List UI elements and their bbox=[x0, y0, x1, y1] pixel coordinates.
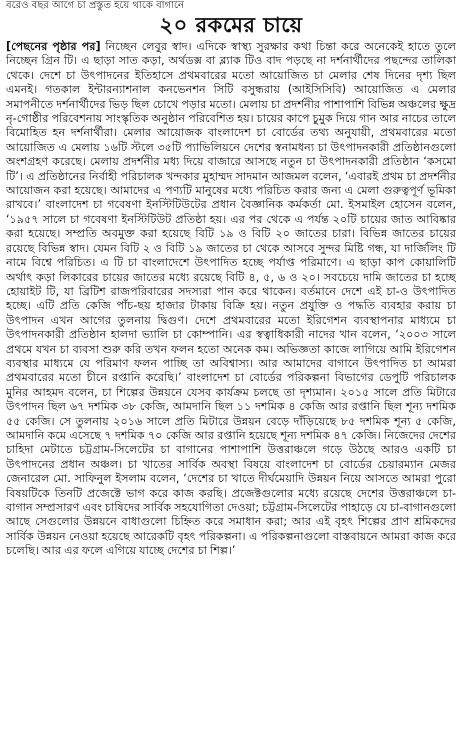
article-headline: ২০ রকমের চায়ে bbox=[159, 13, 303, 37]
article-paragraph bbox=[6, 40, 456, 559]
article-paragraph-text: নিচ্ছেন লেবুর স্বাদ। এদিকে স্বাস্থ্য সুরক্ষার কথা চিন্তা করে অনেকেই হাতে তুলে নিচ্ছেন গ্রিন টি। এ ছাড়া সাত কড়া, অর্থডক্স বা ব্ল্যাক টিও বাদ পড়ছে না দর্শনার্থীদের পছন্দের তালিকা থেকে। দেশে চা উৎপাদনের ইতিহাসে প্রথমবারের মতো আয়োজিত চা মেলার শেষ দিনের দৃশ্য ছিল এমনই। গতকাল ইন্টারন্যাশনাল কনভেনশন সিটি বসুন্ধরায় (আইসিসিবি) আয়োজিত এ মেলার সমাপনীতে দর্শনার্থীদের ভিড় ছিল চোখে পড়ার মতো। মেলায় চা প্রদর্শনীর পাশাপাশি বিভিন্ন অঞ্চলের ক্ষুদ্র নৃ-গোষ্ঠীর পরিবেশনায় সাংস্কৃতিক অনুষ্ঠান পরিবেশিত হয়। চায়ের কাপে চুমুক দিয়ে গান আর নাচের তালে বিমোহিত হন দর্শনার্থীরা। মেলার আয়োজক বাংলাদেশ চা বোর্ডের তথ্য অনুযায়ী, প্রথমবারের মতো আয়োজিত এ মেলায় ১৬টি স্টলে ৩৫টি প্যাভিলিয়নে দেশের স্বনামধন্য চা উৎপাদনকারী প্রতিষ্ঠানগুলো অংশগ্রহণ করেছে। মেলায় প্রদর্শনীর মধ্য দিয়ে বাজারে আসছে নতুন চা উৎপাদনকারী প্রতিষ্ঠান ‘কসমো টি’। এ প্রতিষ্ঠানের নির্বাহী পরিচালক খন্দকার মুহাম্মদ সাদমান আজমল বলেন, ‘এবারই প্রথম চা প্রদর্শনীর আয়োজন করা হয়েছে। আমাদের এ পণ্যটি মানুষের মধ্যে পরিচিত করার জন্য এ মেলা গুরুত্বপূর্ণ ভূমিকা রাখবে।’ বাংলাদেশ চা গবেষণা ইনস্টিটিউটের প্রধান বৈজ্ঞানিক কর্মকর্তা মো. ইসমাইল হোসেন বলেন, ‘১৯৫৭ সালে চা গবেষণা ইনস্টিটিউট প্রতিষ্ঠা হয়। এর পর থেকে এ পর্যন্ত ২০টি চায়ের জাত আবিষ্কার করা হয়েছে। সম্প্রতি অবমুক্ত করা হয়েছে বিটি ১৯ ও বিটি ২০ জাতের চারা। বিভিন্ন জাতের চায়ের রয়েছে বিভিন্ন স্বাদ। যেমন বিটি ২ ও বিটি ১৯ জাতের চা থেকে আসবে সুন্দর মিষ্টি গন্ধ, যা দার্জিলিং টি নামে বিশ্বে পরিচিত। এ টি চা বাংলাদেশে উৎপাদিত হচ্ছে পর্যাপ্ত পরিমাণে। এ ছাড়া কাপ কোয়ালিটি অর্থাৎ কড়া লিকারের চায়ের জাতের মধ্যে রয়েছে বিটি ৪, ৫, ৬ ও ২০। সবচেয়ে দামি জাতের চা হচ্ছে হোয়াইট টি, যা ব্রিটিশ রাজপরিবারের সদস্যরা পান করে থাকেন। বর্তমানে দেশে এই চা-ও উৎপাদিত হচ্ছে। এটি প্রতি কেজি পাঁচ-ছয় হাজার টাকায় বিক্রি হয়। নতুন প্রযুক্তি ও পদ্ধতি ব্যবহার করায় চা উৎপাদন এখন আগের তুলনায় দ্বিগুণ। দেশে প্রথমবারের মতো ইরিগেশন ব্যবস্থাপনার মাধ্যমে চা উৎপাদনকারী প্রতিষ্ঠান হালদা ভ্যালি চা কোম্পানি। এর স্বত্বাধিকারী নাদের খান বলেন, ‘২০০৩ সালে প্রথমে যখন চা ব্যবসা শুরু করি তখন ফলন হতো অনেক কম। অভিজ্ঞতা কাজে লাগিয়ে আমি ইরিগেশন ব্যবস্থার মাধ্যমে যে পরিমাণ ফলন পাচ্ছি তা অবিশ্বাস্য। আর আমাদের বাগানে উৎপাদিত চা আমরা প্রথমবারের মতো চীনে রপ্তানি করেছি।’ বাংলাদেশ চা বোর্ডের পরিকল্পনা বিভাগের ডেপুটি পরিচালক মুনির আহমদ বলেন, চা শিল্পের উন্নয়নে যেসব কার্যক্রম চলছে তা দৃশ্যমান। ২০১৫ সালে প্রতি মিটারে উৎপাদন ছিল ৬৭ দশমিক ৩৮ কেজি, আমদানি ছিল ১১ দশমিক ৪ কেজি আর রপ্তানি ছিল শূন্য দশমিক ৫৫ কেজি। সে তুলনায় ২০১৬ সালে প্রতি মিটারে উন্নয়ন বেড়ে দাঁড়িয়েছে ৮৫ দশমিক শূন্য ৫ কেজি, আমদানি কমে এসেছে ৭ দশমিক ৭০ কেজি আর রপ্তানি হয়েছে শূন্য দশমিক ৪৭ কেজি। নিজেদের দেশের চাহিদা মেটাতে চট্টগ্রাম-সিলেটের চা বাগানের পাশাপাশি উত্তরাঞ্চলে গড়ে উঠছে আরও একটি চা উৎপাদনের প্রধান অঞ্চল। চা খাতের সার্বিক অবস্থা বিষয়ে বাংলাদেশ চা বোর্ডের চেয়ারম্যান মেজর জেনারেল মো. সাফিনুল ইসলাম বলেন, ‘দেশের চা খাতে দীর্ঘমেয়াদি উন্নয়ন নিয়ে আসতে আমরা পুরো বিষয়টিকে তিনটি প্রজেক্টে ভাগ করে কাজ করছি। প্রজেক্টগুলোর মধ্যে রয়েছে দেশের উত্তরাঞ্চলে চা-বাগান সম্প্রসারণ এবং চাষিদের সার্বিক সহযোগিতা দেওয়া; চট্টগ্রাম-সিলেটের পাহাড়ে যে চা-বাগানগুলো আছে সেগুলোর উন্নয়নে বাধাগুলো চিহ্নিত করে সমাধান করা; আর এই বৃহৎ শিল্পের প্রাণ শ্রমিকদের সার্বিক উন্নয়ন নেওয়া হয়েছে আরেকটি বৃহৎ পরিকল্পনা। এ পরিকল্পনাগুলো বাস্তবায়নে আমরা কাজ করে চলেছি। আর এর ফলে এগিয়ে যাচ্ছে দেশের চা শিল্প।’ bbox=[6, 40, 456, 558]
continuation-tag: [পেছনের পৃষ্ঠার পর] bbox=[6, 40, 101, 53]
previous-article-fragment: বরেও বছর আগে চা প্রস্তুত হয়ে থাকে বাগানে bbox=[6, 0, 184, 11]
article-body bbox=[6, 40, 456, 559]
